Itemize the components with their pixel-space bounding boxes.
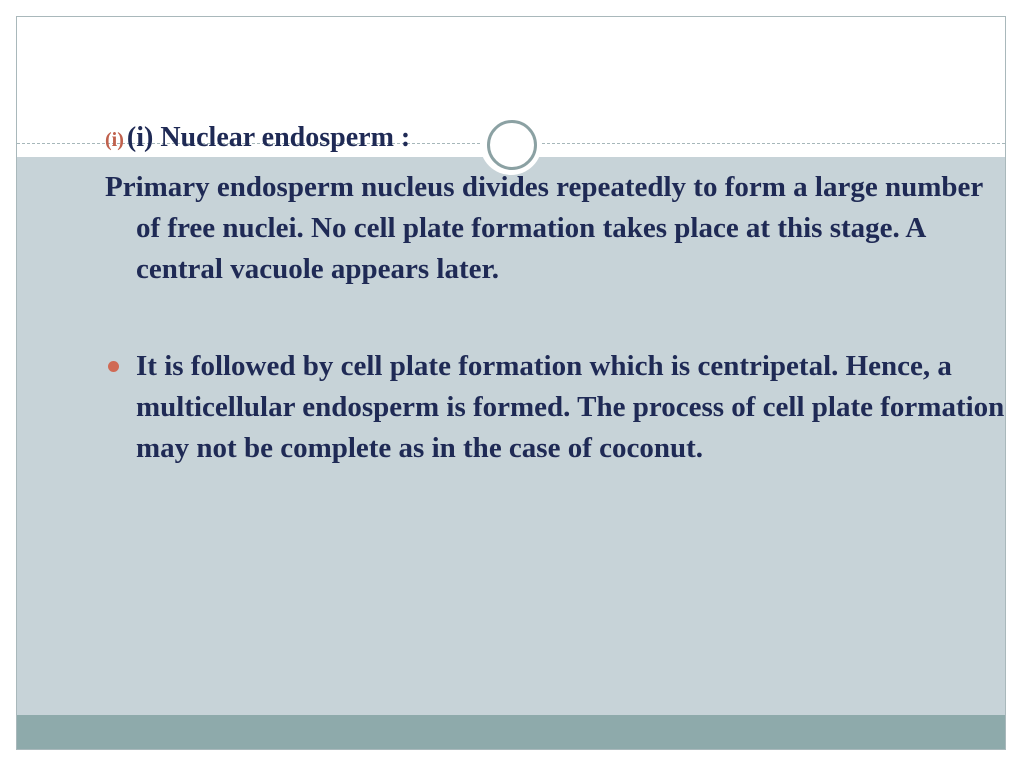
- decorative-ring-icon: [487, 120, 537, 170]
- slide: [16, 16, 1006, 750]
- bullet-item: [105, 346, 1006, 469]
- bullet-text: It is followed by cell plate formation which is centripetal. Hence, a multicellular endosperm is formed. The process of cell plate formation may not be complete as in the case of coconut.: [136, 350, 1005, 464]
- bullet-dot-icon: [108, 361, 119, 372]
- title-marker: (i): [105, 129, 124, 151]
- slide-title: [105, 118, 410, 162]
- title-text: (i) Nuclear endosperm :: [126, 122, 411, 153]
- body-paragraph: Primary endosperm nucleus divides repeatedly to form a large number of free nuclei. No cell plate formation takes place at this stage. A central vacuole appears later.: [105, 171, 983, 285]
- footer-bar: [17, 715, 1005, 750]
